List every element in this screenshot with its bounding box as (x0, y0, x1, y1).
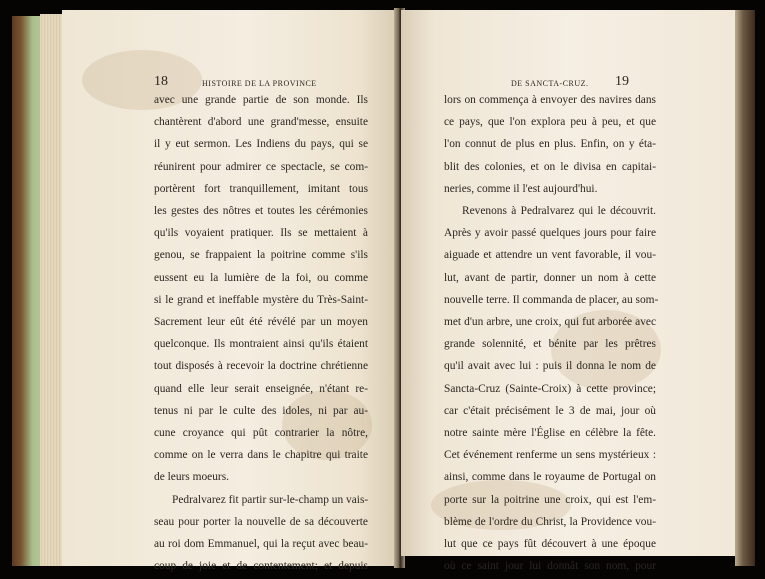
text-line: qu'il avait avec lui : puis il donna le nom de (444, 360, 656, 373)
right-page-number: 19 (615, 74, 629, 89)
text-line: avec une grande partie de son monde. Ils (154, 94, 368, 106)
text-line: Sacrement leur eût été révélé par un moyen (154, 316, 368, 329)
text-line: comme on le verra dans le chapitre qui traite (154, 449, 368, 462)
text-line: seau pour porter la nouvelle de sa découverte (154, 515, 368, 528)
text-line: notre sainte mère l'Église en célèbre la fête. (444, 427, 656, 440)
text-line: cune croyance qui pût contrarier la nôtre, (154, 427, 368, 440)
text-line: tout disposés à recevoir la doctrine chrétienne (154, 360, 368, 373)
right-running-head: DE SANCTA-CRUZ. (511, 79, 589, 88)
text-line: quand elle leur serait enseignée, n'étant re- (154, 382, 368, 395)
text-line: Revenons à Pedralvarez qui le découvrit. (462, 205, 656, 218)
text-line: ainsi, comme dans le royaume de Portugal on (444, 471, 656, 484)
text-line: lut que ce pays fût découvert à une époque (444, 538, 656, 551)
text-line: où ce saint jour lui donnât son nom, pour (444, 560, 656, 573)
text-line: met d'un arbre, une croix, qui fut arborée avec (444, 316, 656, 329)
text-line: réunirent pour admirer ce spectacle, se com- (154, 160, 368, 173)
text-line: grande solennité, et bénite par les prêtres (444, 338, 656, 351)
text-line: Pedralvarez fit partir sur-le-champ un vais- (172, 493, 369, 506)
text-line: portèrent fort tranquillement, imitant tous (154, 182, 368, 195)
left-page (62, 10, 398, 573)
text-line: tenus ni par le culte des idoles, ni par au- (154, 404, 368, 417)
left-page-text (154, 89, 368, 577)
text-line: de leurs moeurs. (154, 471, 229, 484)
text-line: quelconque. Ils montraient ainsi qu'ils étaient (154, 338, 368, 351)
text-line: nouvelle terre. Il commanda de placer, au som- (444, 293, 659, 306)
text-line: Après y avoir passé quelques jours pour faire (444, 227, 656, 240)
text-line: au roi dom Emmanuel, qui la reçut avec beau- (154, 538, 368, 551)
left-page-number: 18 (154, 74, 168, 89)
text-line: il y eut sermon. Les Indiens du pays, qui se (154, 138, 368, 151)
text-line: car c'était précisément le 3 de mai, jour où (444, 404, 656, 417)
text-line: l'on connut de plus en plus. Enfin, on y éta- (444, 138, 656, 151)
text-line: blème de l'ordre du Christ, la Providence vou- (444, 515, 656, 528)
text-line: genou, se frappaient la poitrine comme s'ils (154, 249, 368, 262)
text-line: porte sur la poitrine une croix, qui est l'em- (444, 493, 656, 506)
text-line: chantèrent d'abord une grand'messe, ensuite (154, 116, 368, 129)
text-line: Cet événement renferme un sens mystérieux : (444, 449, 656, 462)
right-page (401, 10, 739, 573)
text-line: coup de joie et de contentement; et depuis (154, 560, 368, 573)
book-cover-right (735, 10, 755, 566)
text-line: qu'ils voyaient pratiquer. Ils se mettaient à (154, 227, 368, 240)
text-line: les gestes des nôtres et toutes les cérémonies (154, 205, 368, 218)
text-line: neries, comme il l'est aujourd'hui. (444, 182, 598, 195)
text-line: lors on commença à envoyer des navires dans (444, 94, 656, 106)
right-page-text (444, 89, 659, 577)
left-running-head: HISTOIRE DE LA PROVINCE (202, 79, 317, 88)
text-line: eussent eu la lumière de la foi, ou comme (154, 271, 368, 284)
text-line: Sancta-Cruz (Sainte-Croix) à cette province; (444, 382, 656, 395)
text-line: blit des colonies, et on le divisa en capitai- (444, 160, 656, 173)
text-line: lut, avant de partir, donner un nom à cette (444, 271, 656, 284)
text-line: aiguade et attendre un vent favorable, il vou- (444, 249, 656, 262)
text-line: si le grand et ineffable mystère du Très-Saint- (154, 293, 368, 306)
text-line: ce pays, que l'on explora peu à peu, et que (444, 116, 656, 129)
